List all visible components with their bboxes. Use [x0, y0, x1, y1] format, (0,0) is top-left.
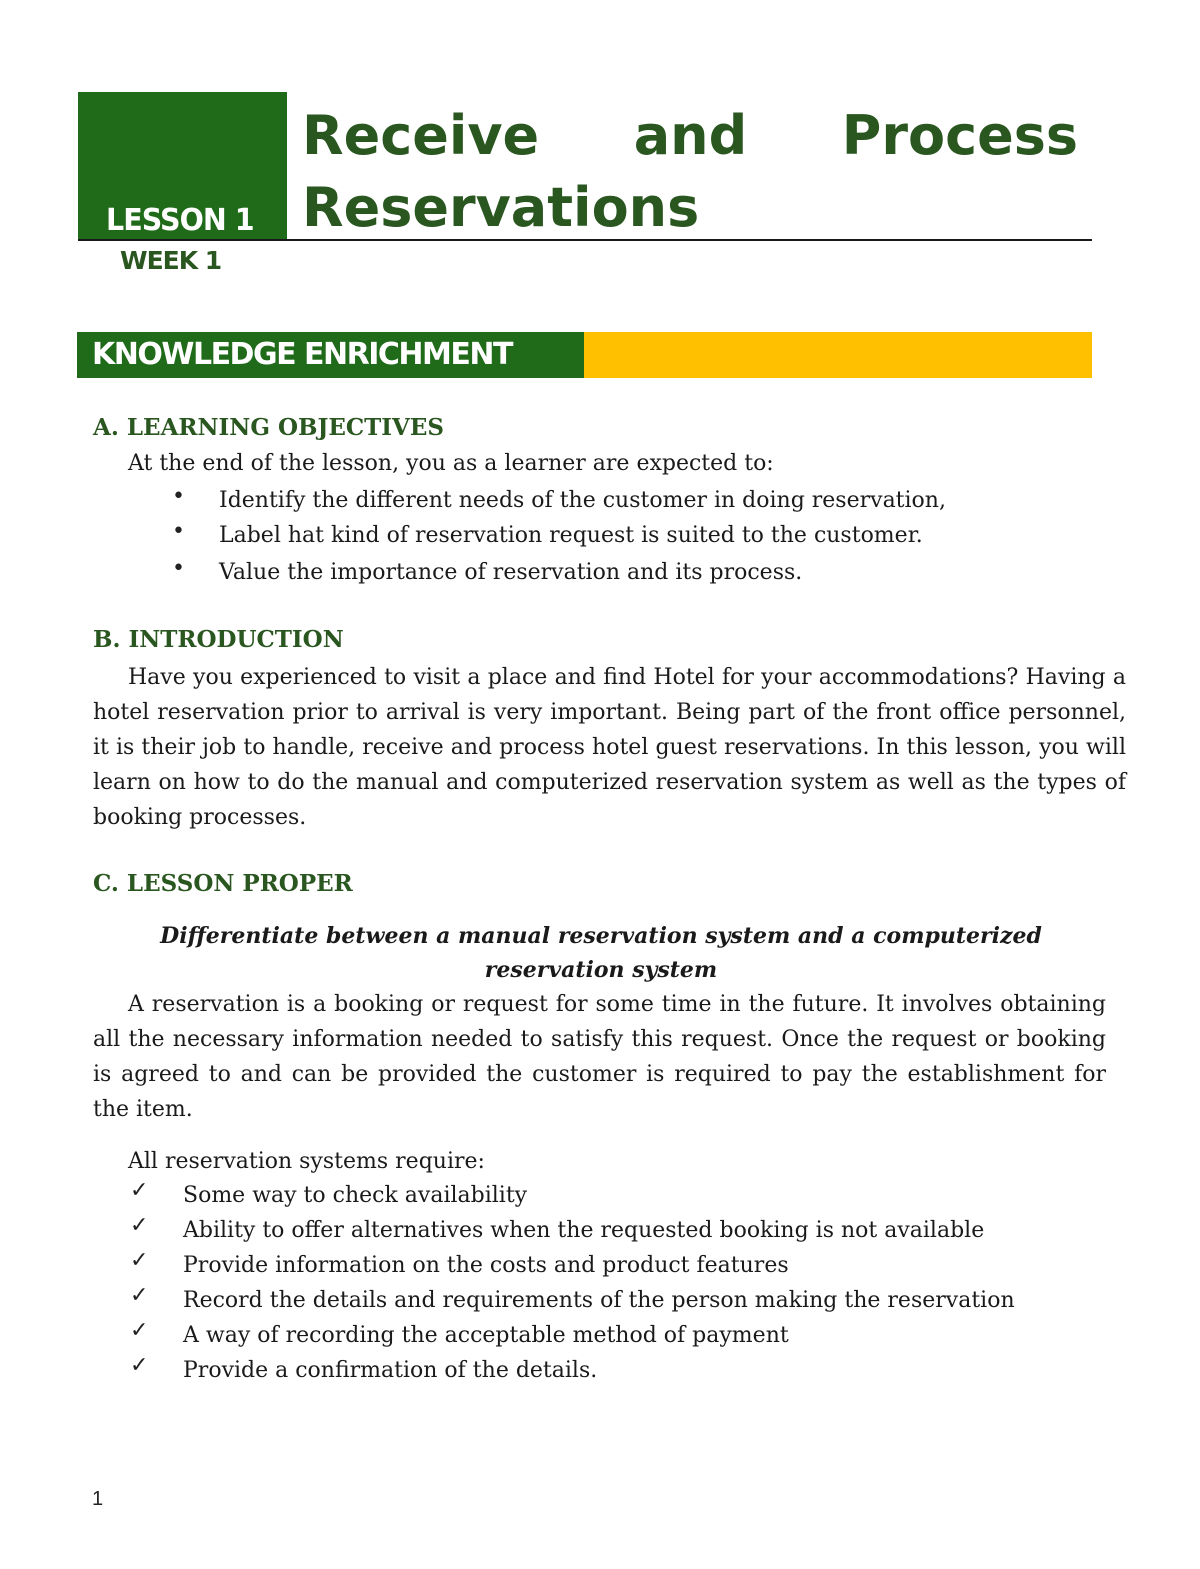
- list-item: Provide a confirmation of the details.: [183, 1358, 598, 1383]
- lesson-label: LESSON 1: [106, 203, 254, 238]
- list-item: Value the importance of reservation and its process.: [219, 560, 803, 585]
- title-word: and: [633, 104, 748, 167]
- section-heading-lesson-proper: C. LESSON PROPER: [93, 870, 353, 897]
- section-heading-introduction: B. INTRODUCTION: [93, 626, 344, 653]
- banner-title: KNOWLEDGE ENRICHMENT: [92, 337, 512, 372]
- title-rule: [78, 239, 1092, 241]
- week-label: WEEK 1: [120, 246, 222, 275]
- bullet-icon: •: [172, 556, 185, 581]
- title-line-1: [302, 100, 1078, 172]
- check-icon: ✓: [130, 1213, 149, 1238]
- list-item: Ability to offer alternatives when the requested booking is not available: [183, 1218, 985, 1243]
- lesson-subtitle: [93, 919, 1109, 987]
- check-icon: ✓: [130, 1178, 149, 1203]
- title-line-2: Reservations: [302, 176, 700, 239]
- list-item: Label hat kind of reservation request is suited to the customer.: [219, 523, 923, 548]
- bullet-icon: •: [172, 484, 185, 509]
- list-item: Provide information on the costs and product features: [183, 1253, 789, 1278]
- objectives-intro: At the end of the lesson, you as a learner are expected to:: [128, 451, 774, 476]
- subtitle-line-1: Differentiate between a manual reservation system and a computerized: [160, 923, 1042, 949]
- page-number: 1: [92, 1488, 104, 1510]
- check-icon: ✓: [130, 1283, 149, 1308]
- list-item: Identify the different needs of the customer in doing reservation,: [219, 488, 946, 513]
- list-item: A way of recording the acceptable method of payment: [183, 1323, 789, 1348]
- list-item: Record the details and requirements of the person making the reservation: [183, 1288, 1015, 1313]
- lesson-paragraph: A reservation is a booking or request for some time in the future. It involves obtaining all the necessary information needed to satisfy this request. Once the request or booking is agreed to and can be provided the customer is required to pay the establishment for the item.: [93, 992, 1106, 1122]
- subtitle-line-2: reservation system: [484, 957, 718, 983]
- lesson-block: [78, 92, 287, 240]
- title-word: Process: [841, 104, 1078, 167]
- check-icon: ✓: [130, 1353, 149, 1378]
- checklist-intro: All reservation systems require:: [128, 1149, 485, 1174]
- list-item: Some way to check availability: [183, 1183, 528, 1208]
- title-word: Receive: [302, 104, 540, 167]
- check-icon: ✓: [130, 1248, 149, 1273]
- check-icon: ✓: [130, 1318, 149, 1343]
- banner-accent: [584, 332, 1092, 378]
- section-banner: [77, 332, 584, 378]
- page-title: [302, 100, 1078, 244]
- bullet-icon: •: [172, 519, 185, 544]
- introduction-paragraph: Have you experienced to visit a place and find Hotel for your accommodations? Having a hotel reservation prior to arrival is very important. Being part of the front office personnel, it is their job to handle, receive and process hotel guest reservations. In this lesson, you will learn on how to do the manual and computerized reservation system as well as the types of booking processes.: [93, 665, 1126, 830]
- section-heading-objectives: A. LEARNING OBJECTIVES: [93, 414, 445, 441]
